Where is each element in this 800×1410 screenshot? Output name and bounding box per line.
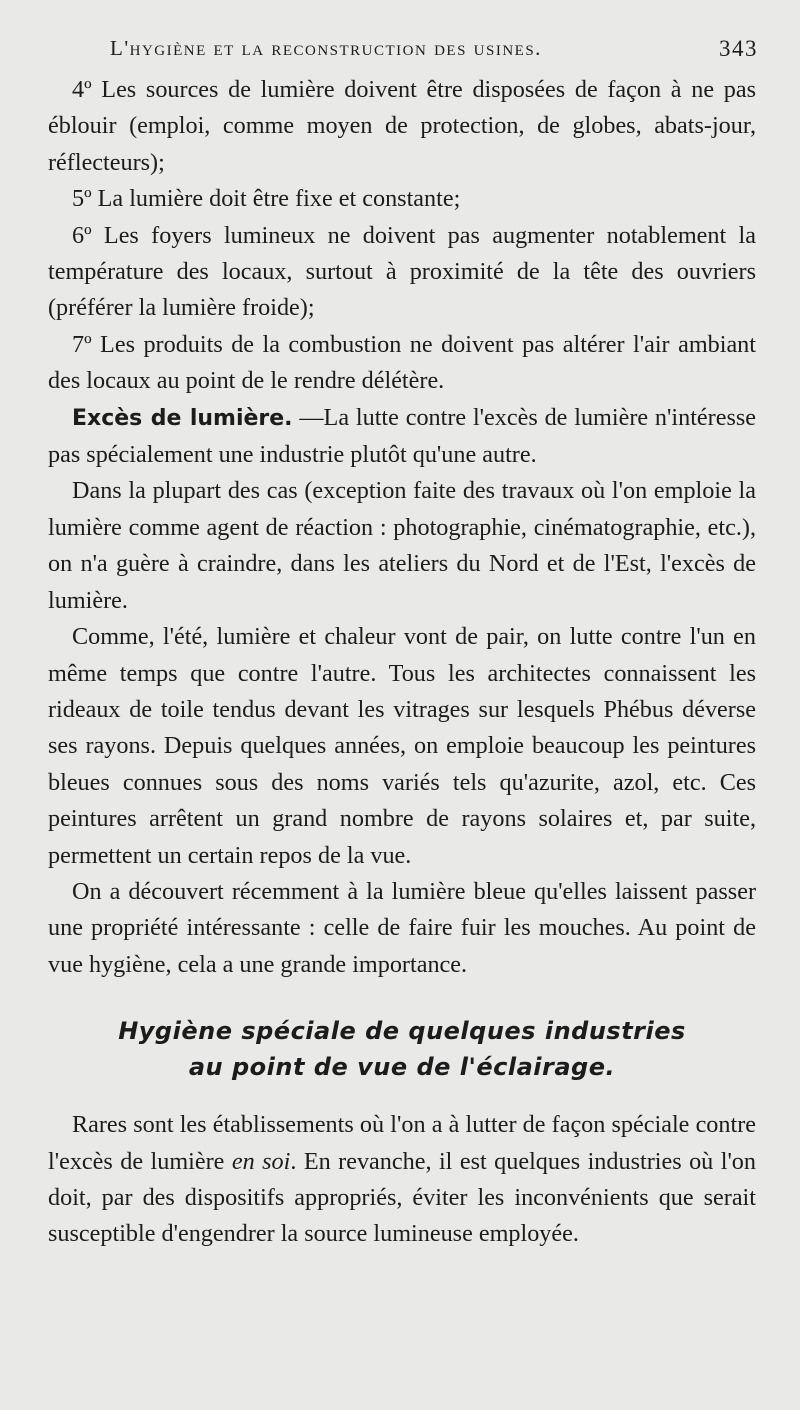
final-paragraph bbox=[48, 1107, 756, 1253]
section-heading bbox=[48, 1013, 756, 1085]
running-title: L'hygiène et la reconstruction des usines. bbox=[110, 36, 542, 60]
body-text bbox=[48, 72, 756, 983]
page-number: 343 bbox=[719, 36, 758, 61]
final-text-before: Rares sont les établissements où l'on a à lutter de façon spéciale contre l'excès de lumière bbox=[48, 1111, 756, 1175]
section-heading-line-2: au point de vue de l'éclairage. bbox=[188, 1053, 616, 1082]
emphasis-text: en soi bbox=[231, 1147, 291, 1175]
paragraph: Dans la plupart des cas (exception faite des travaux où l'on emploie la lumière comme agent de réaction : photographie, cinématographie, etc.), on n'a guère à craindre, dans les ateliers du Nord et de l'Est, l'excès de lumière. bbox=[48, 477, 756, 614]
final-text-after: . En revanche, il est quelques industries où l'on doit, par des dispositifs appropriés, éviter les inconvénients que serait susceptible d'engendrer la source lumineuse employée. bbox=[48, 1147, 756, 1248]
exces-paragraph bbox=[48, 400, 756, 474]
final-body-text bbox=[48, 1107, 756, 1253]
section-heading-line-1: Hygiène spéciale de quelques industries bbox=[118, 1017, 686, 1046]
list-item: 7º Les produits de la combustion ne doivent pas altérer l'air ambiant des locaux au point de le rendre délétère. bbox=[48, 330, 756, 395]
list-item: 4º Les sources de lumière doivent être disposées de façon à ne pas éblouir (emploi, comme moyen de protection, de globes, abats-jour, réflecteurs); bbox=[48, 76, 756, 176]
paragraph: On a découvert récemment à la lumière bleue qu'elles laissent passer une propriété intéressante : celle de faire fuir les mouches. Au point de vue hygiène, cela a une grande importance. bbox=[48, 877, 756, 978]
page-header bbox=[48, 32, 756, 72]
list-item: 5º La lumière doit être fixe et constante; bbox=[72, 185, 461, 213]
paragraph: Comme, l'été, lumière et chaleur vont de pair, on lutte contre l'un en même temps que contre l'autre. Tous les architectes connaissent les rideaux de toile tendus devant les vitrages sur lesquels Phébus déverse ses rayons. Depuis quelques années, on emploie beaucoup les peintures bleues connues sous des noms variés tels qu'azurite, azol, etc. Ces peintures arrêtent un grand nombre de rayons solaires et, par suite, permettent un certain repos de la vue. bbox=[48, 623, 756, 869]
list-item: 6º Les foyers lumineux ne doivent pas augmenter notablement la température des locaux, surtout à proximité de la tête des ouvriers (préférer la lumière froide); bbox=[48, 221, 756, 322]
run-in-heading: Excès de lumière. bbox=[72, 405, 293, 431]
exces-text: —La lutte contre l'excès de lumière n'intéresse pas spécialement une industrie plutôt qu'une autre. bbox=[48, 403, 757, 469]
